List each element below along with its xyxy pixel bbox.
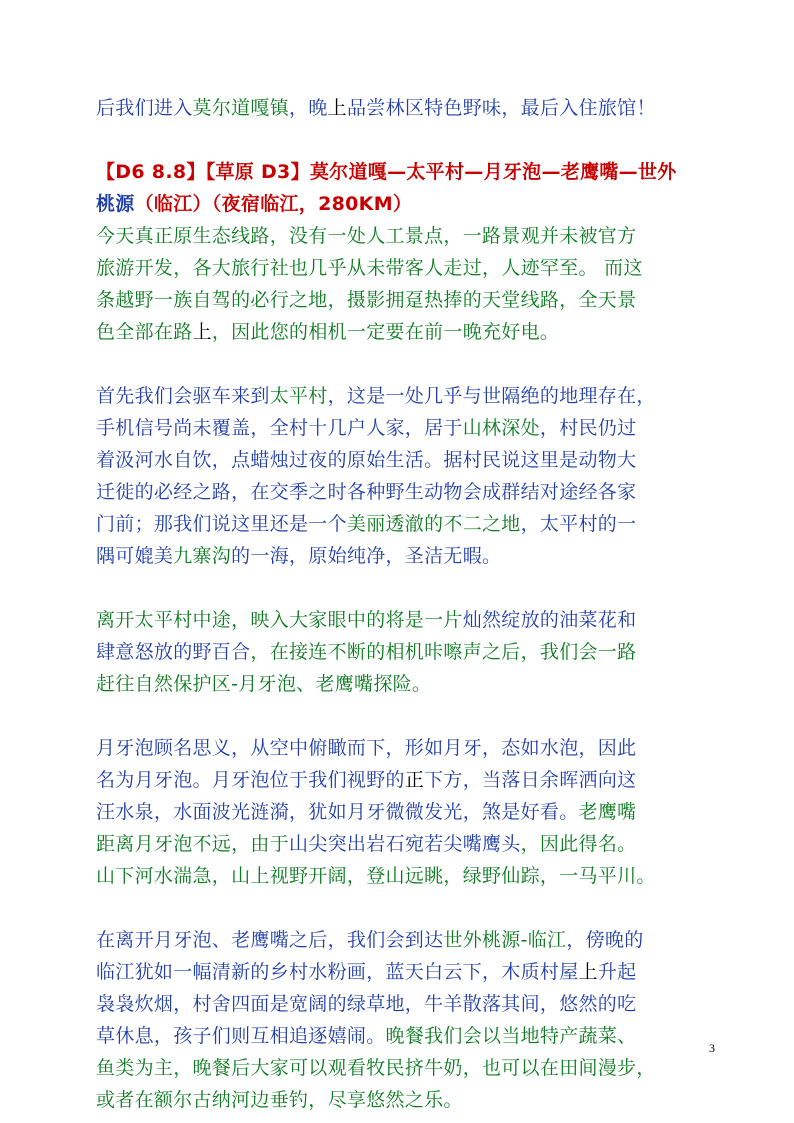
paragraph-gap	[96, 572, 724, 604]
text-line	[96, 924, 724, 956]
text-line	[96, 92, 724, 124]
text-line	[96, 316, 724, 348]
text-segment: 赶往自然保护区-月牙泡、老鹰嘴探险。	[96, 673, 432, 695]
text-segment: 距离月牙泡不远，由于	[96, 833, 290, 855]
text-line	[96, 252, 724, 284]
text-line	[96, 732, 724, 764]
text-line	[96, 476, 724, 508]
text-segment: 名为月牙泡。月牙泡位于我们视野的	[96, 769, 405, 791]
text-segment: 离开太平村中途，映入大家眼中的将是一片	[96, 609, 463, 631]
text-line	[96, 1052, 724, 1084]
paragraph-gap	[96, 892, 724, 924]
text-segment: 鱼类为主，晚餐后大家可以观看牧民挤牛奶，也可以在田间漫步，	[96, 1057, 656, 1079]
text-segment: 月牙泡顾名思义，从空中俯瞰而下，形如月牙，态如水泡，因此	[96, 737, 637, 759]
text-line	[96, 412, 724, 444]
text-segment: 或者在额尔古纳河边垂钓，尽享悠然之乐。	[96, 1089, 463, 1111]
text-segment: 莫尔道嘎镇	[192, 97, 290, 119]
text-line	[96, 540, 724, 572]
text-segment: 袅袅炊烟，村舍四面是宽阔的绿草地，牛羊散落其间，悠然的吃	[96, 993, 637, 1015]
text-line	[96, 636, 724, 668]
text-line	[96, 1020, 724, 1052]
text-segment: 色全部在路	[96, 321, 193, 343]
text-segment: 正	[404, 769, 425, 791]
text-segment: ，傍晚的	[566, 929, 644, 951]
text-segment: ，在接连不断的相机咔嚓声之后，我们会一路	[250, 641, 637, 663]
text-segment: 【D6 8.8】【草原 D3】莫尔道嘎—太平村—月牙泡—老鹰嘴—世外	[96, 161, 677, 183]
text-line	[96, 764, 724, 796]
text-segment: ，因此得名。	[520, 833, 637, 855]
text-segment: 美丽透澈的不二之地	[346, 513, 521, 535]
text-segment: 上	[327, 97, 347, 119]
text-segment: 世外桃源-临江	[443, 929, 567, 951]
text-segment: 九寨沟	[173, 545, 232, 567]
document-body	[96, 92, 724, 1116]
text-segment: 桃源	[96, 193, 135, 215]
text-segment: 灿然绽放的油菜花和	[462, 609, 637, 631]
text-segment: 的一海，原始纯净，圣洁无暇。	[231, 545, 502, 567]
text-line	[96, 796, 724, 828]
paragraph-gap	[96, 124, 724, 156]
paragraph-gap	[96, 700, 724, 732]
text-line	[96, 220, 724, 252]
text-segment: ，这是一处几乎与世隔绝的地理存在，	[327, 385, 656, 407]
text-segment: 旅游开发，各大旅行社也几乎从未带客人走过，人迹罕至。 而这	[96, 257, 643, 279]
text-segment: 今天真正原生态线路，没有一处人工景点，一路景观并未被官方	[96, 225, 637, 247]
text-segment: 上	[192, 321, 212, 343]
paragraph-gap	[96, 348, 724, 380]
text-segment: 条越野一族自驾的必行之地，摄影拥趸热捧的天堂线路，全天景	[96, 289, 637, 311]
text-segment: 迁徙的必经之路，在交季之时各种野生动物会成群结对途经各家	[96, 481, 637, 503]
text-line	[96, 604, 724, 636]
page-number: 3	[709, 1041, 715, 1055]
text-line	[96, 188, 724, 220]
text-segment: 山林深处	[462, 417, 540, 439]
text-segment: 肆意怒放的野百合	[96, 641, 251, 663]
text-segment: 后我们进入	[96, 97, 193, 119]
text-line	[96, 860, 724, 892]
text-segment: 手机信号尚未覆盖，全村十几户人家，居于	[96, 417, 463, 439]
text-line	[96, 1084, 724, 1116]
text-segment: 临江犹如一幅清新的乡村水粉画，蓝天白云下，木质村屋	[96, 961, 579, 983]
text-segment: 山下河水湍急，山上视野开阔，登山远眺，绿野仙踪，一马平川。	[96, 865, 656, 887]
text-segment: ，晚	[289, 97, 328, 119]
text-segment: 着汲河水自饮，点蜡烛过夜的原始生活。据村民说这里是动物大	[96, 449, 637, 471]
text-segment: 在离开月牙泡、老鹰嘴之后，我们会到达	[96, 929, 444, 951]
text-line	[96, 508, 724, 540]
text-segment: ，太平村的一	[520, 513, 637, 535]
text-segment: 隅可媲美	[96, 545, 174, 567]
text-line	[96, 668, 724, 700]
text-segment: ，村民仍过	[539, 417, 637, 439]
text-segment: 晚餐我们会以当地特产蔬菜、	[385, 1025, 637, 1047]
text-segment: 汪水泉，水面波光涟漪，犹如月牙微微发光，煞是好看。	[96, 801, 579, 823]
text-segment: 下方，当落日余晖洒向这	[424, 769, 637, 791]
text-line	[96, 284, 724, 316]
text-segment: （临江）（夜宿临江，280KM）	[134, 193, 413, 215]
text-line	[96, 988, 724, 1020]
text-segment: 升起	[597, 961, 637, 983]
text-line	[96, 956, 724, 988]
text-segment: 太平村	[269, 385, 328, 407]
text-segment: ，因此您的相机一定要在前一晚充好电。	[211, 321, 560, 343]
text-segment: 首先我们会驱车来到	[96, 385, 270, 407]
text-segment: 草休息，孩子们则互相追逐嬉闹。	[96, 1025, 386, 1047]
text-segment: 老鹰嘴	[578, 801, 637, 823]
text-line	[96, 828, 724, 860]
text-segment: 山尖突出岩石宛若尖嘴鹰头	[289, 833, 521, 855]
text-segment: 门前；那我们说这里还是一个	[96, 513, 347, 535]
text-line	[96, 444, 724, 476]
text-line	[96, 156, 724, 188]
text-segment: 上	[578, 961, 598, 983]
text-line	[96, 380, 724, 412]
text-segment: 品尝林区特色野味，最后入住旅馆！	[346, 97, 656, 119]
